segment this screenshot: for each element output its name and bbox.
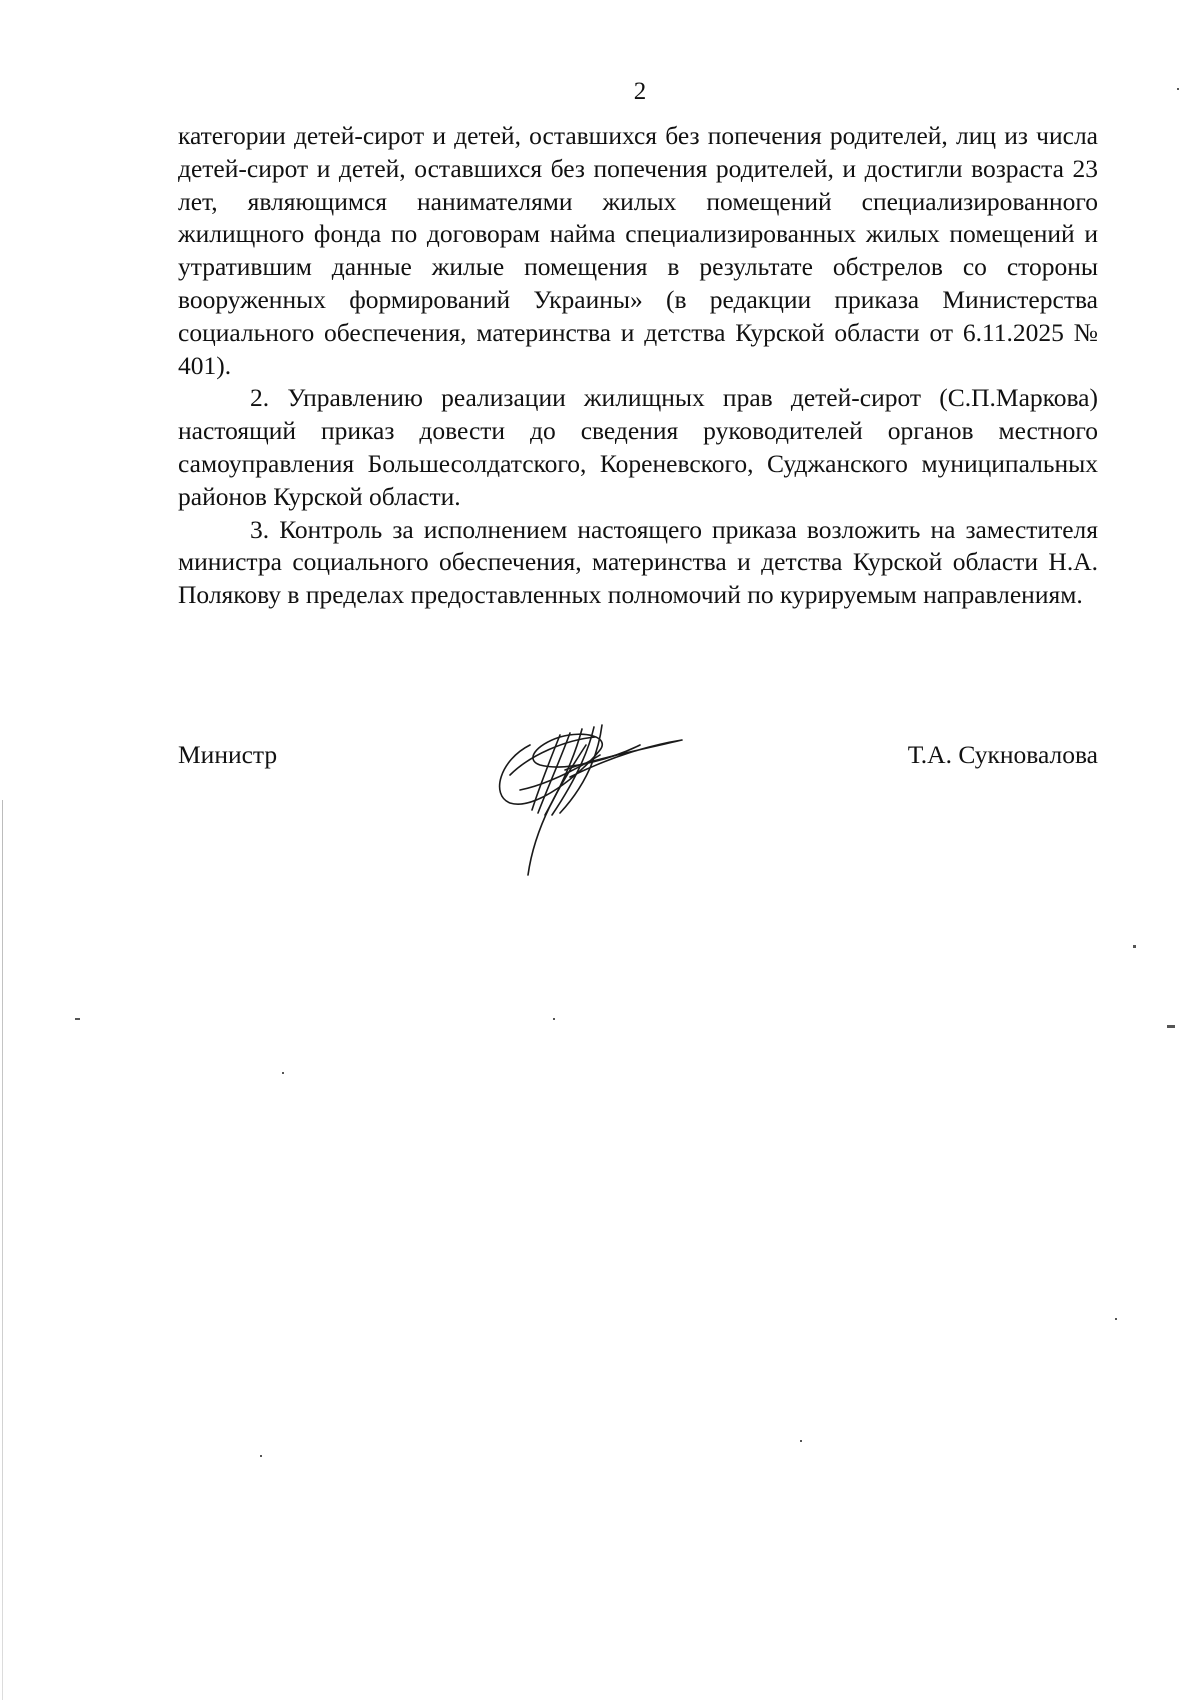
scan-speck <box>1167 1025 1175 1028</box>
page-number: 2 <box>633 78 647 105</box>
handwritten-signature <box>490 715 690 880</box>
scan-speck <box>75 1018 80 1020</box>
scan-speck <box>282 1072 284 1074</box>
paragraph-continuation: категории детей-сирот и детей, оставшихся без попечения родителей, лиц из числа детей-сирот и детей, оставшихся без попечения родителей, и достигли возраста 23 лет, являющимся нанимателями жилых помещений специализированного жилищного фонда по договорам найма специализированных жилых помещений и утратившим данные жилые помещения в результате обстрелов со стороны вооруженных формирований Украины» (в редакции приказа Министерства социального обеспечения, материнства и детства Курской области от 6.11.2025 № 401). <box>178 121 1098 380</box>
scan-edge-line <box>2 800 3 1700</box>
paragraph-item-2: 2. Управлению реализации жилищных прав детей-сирот (С.П.Маркова) настоящий приказ довести до сведения руководителей органов местного самоуправления Большесолдатского, Кореневского, Суджанского муниципальных районов Курской области. <box>178 383 1098 511</box>
scan-speck <box>1177 88 1179 90</box>
document-body <box>178 120 1098 612</box>
paragraph-item-3: 3. Контроль за исполнением настоящего приказа возложить на заместителя министра социального обеспечения, материнства и детства Курской области Н.А. Полякову в пределах предоставленных полномочий по курируемым направлениям. <box>178 514 1098 610</box>
signatory-name: Т.А. Сукновалова <box>907 740 1098 769</box>
scan-speck <box>800 1440 802 1442</box>
scan-speck <box>553 1018 555 1020</box>
signatory-title: Министр <box>178 740 278 769</box>
scan-speck <box>1133 945 1136 948</box>
scan-speck <box>260 1455 262 1457</box>
scan-speck <box>1115 1318 1117 1320</box>
